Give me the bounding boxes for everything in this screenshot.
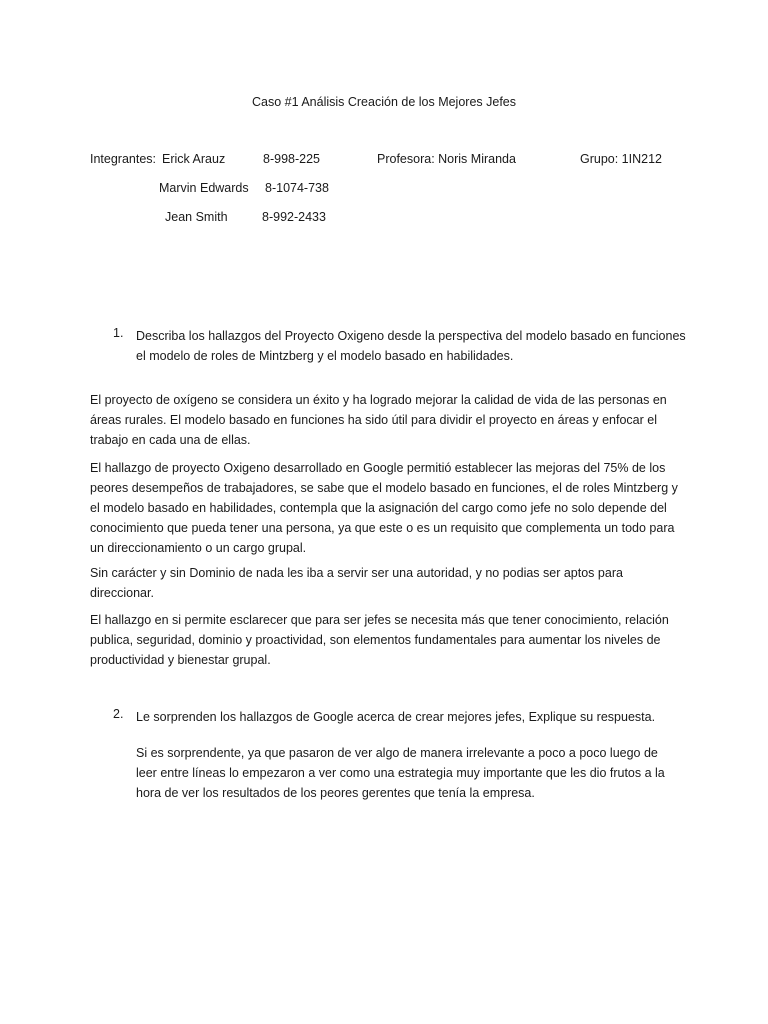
member-name: Marvin Edwards [159,181,249,195]
member-id: 8-1074-738 [265,181,329,195]
profesora-label: Profesora: Noris Miranda [377,152,516,166]
answer-2: Si es sorprendente, ya que pasaron de ver algo de manera irrelevante a poco a poco luego de leer entre líneas lo empezaron a ver como una estrategia muy importante que les dio frutos a la hora de ver los resultados de los peores gerentes que tenía la empresa. [136,746,665,800]
member-id: 8-992-2433 [262,210,326,224]
question-text: Le sorprenden los hallazgos de Google acerca de crear mejores jefes, Explique su respuesta. [136,710,656,724]
document-title: Caso #1 Análisis Creación de los Mejores Jefes [251,95,517,109]
member-name: Jean Smith [165,210,228,224]
integrantes-label: Integrantes: [90,152,157,166]
grupo-label: Grupo: 1IN212 [580,152,662,166]
paragraph: Sin carácter y sin Dominio de nada les iba a servir ser una autoridad, y no podias ser aptos para direccionar. [90,566,623,600]
paragraph: El hallazgo en si permite esclarecer que para ser jefes se necesita más que tener conocimiento, relación publica, seguridad, dominio y proactividad, son elementos fundamentales para aumentar los niveles de productividad y bienestar grupal. [90,613,669,667]
question-number: 2. [113,707,124,721]
paragraph: El hallazgo de proyecto Oxigeno desarrollado en Google permitió establecer las mejoras del 75% de los peores desempeños de trabajadores, se sabe que el modelo basado en funciones, el de roles Mintzberg y el modelo basado en habilidades, contempla que la asignación del cargo como jefe no solo depende del conocimiento que pueda tener una persona, ya que este o es un requisito que complementa un todo para un direccionamiento o un cargo grupal. [90,461,678,555]
question-number: 1. [113,326,124,340]
question-text: Describa los hallazgos del Proyecto Oxigeno desde la perspectiva del modelo basado en funciones el modelo de roles de Mintzberg y el modelo basado en habilidades. [136,329,686,363]
member-name: Erick Arauz [162,152,226,166]
paragraph: El proyecto de oxígeno se considera un éxito y ha logrado mejorar la calidad de vida de las personas en áreas rurales. El modelo basado en funciones ha sido útil para dividir el proyecto en áreas y enfocar el trabajo en cada una de ellas. [90,393,667,447]
member-id: 8-998-225 [263,152,320,166]
